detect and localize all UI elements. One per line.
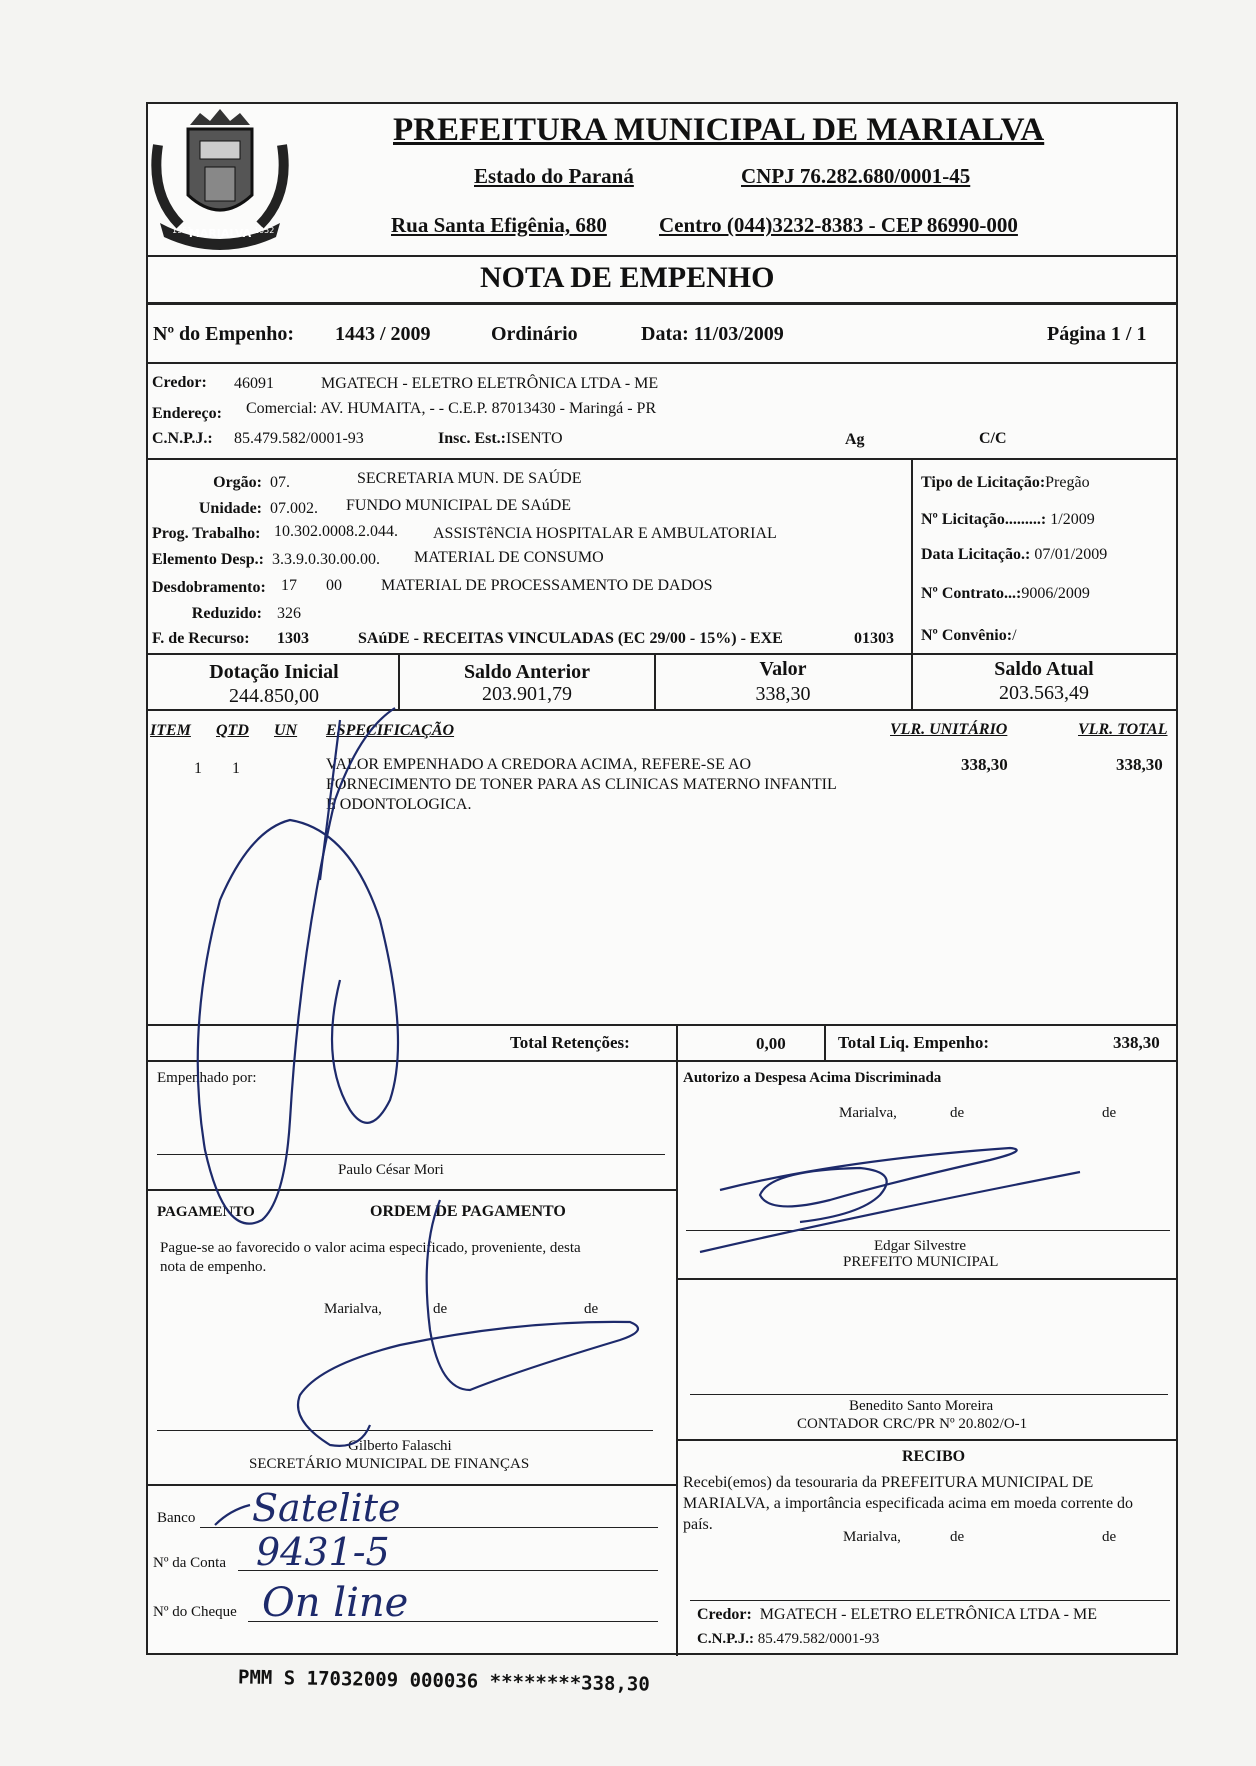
divider: [146, 255, 1178, 257]
autorizo-cargo: PREFEITO MUNICIPAL: [843, 1254, 999, 1270]
col-vlr-unitario: VLR. UNITÁRIO: [890, 721, 1008, 738]
divider: [676, 1024, 678, 1060]
divider: [146, 302, 1178, 305]
elem-cod: 3.3.9.0.30.00.00.: [272, 551, 380, 568]
item-vlr-unitario: 338,30: [961, 755, 1008, 774]
num-licitacao-label: Nº Licitação.........:: [921, 511, 1047, 528]
insc-value: ISENTO: [506, 430, 563, 447]
empenho-pagina: Página 1 / 1: [1047, 323, 1147, 345]
conta-handwritten: 9431-5: [256, 1530, 390, 1574]
empenhado-label: Empenhado por:: [157, 1070, 257, 1086]
saldo-anterior-value: 203.901,79: [482, 683, 572, 705]
valor-label: Valor: [759, 658, 807, 680]
empenho-numero-label: Nº do Empenho:: [153, 323, 295, 345]
crest-banner-text: MARIALVA: [188, 227, 252, 240]
recibo-cnpj: 85.479.582/0001-93: [757, 1631, 880, 1647]
col-un: UN: [274, 722, 298, 739]
payment-stamp: PMM S 17032009 000036 ********338,30: [237, 1666, 650, 1696]
orgao-nome: SECRETARIA MUN. DE SAÚDE: [357, 470, 582, 487]
item-desc-line1: VALOR EMPENHADO A CREDORA ACIMA, REFERE-SE AO: [326, 756, 752, 773]
liq-label: Total Liq. Empenho:: [838, 1033, 989, 1052]
divider: [146, 709, 1178, 711]
item-desc-line2: FORNECIMENTO DE TONER PARA AS CLINICAS MATERNO INFANTIL: [326, 776, 837, 793]
recurso-num: 01303: [854, 630, 894, 647]
convenio: /: [1012, 627, 1017, 644]
pagamento-nome: Gilberto Falaschi: [348, 1438, 452, 1454]
item-vlr-total: 338,30: [1116, 755, 1163, 774]
retencoes-value: 0,00: [756, 1034, 786, 1053]
convenio-label: Nº Convênio:: [921, 627, 1013, 644]
unidade-label: Unidade:: [198, 500, 262, 517]
dotacao-value: 244.850,00: [229, 685, 319, 707]
empenho-tipo: Ordinário: [491, 323, 578, 345]
liq-value: 338,30: [1113, 1033, 1160, 1052]
recurso-cod: 1303: [277, 630, 309, 647]
divider: [146, 653, 1178, 655]
divider: [676, 1278, 1178, 1280]
saldo-atual-value: 203.563,49: [999, 682, 1089, 704]
contrato-label: Nº Contrato...:: [921, 585, 1022, 602]
retencoes-label: Total Retenções:: [510, 1033, 630, 1052]
tipo-licitacao-label: Tipo de Licitação:: [921, 474, 1046, 491]
cheque-handwritten: On line: [262, 1580, 409, 1626]
credor-endereco: Comercial: AV. HUMAITA, - - C.E.P. 87013430 - Maringá - PR: [246, 400, 657, 417]
divider: [146, 1189, 677, 1191]
dotacao-label: Dotação Inicial: [209, 661, 339, 683]
header-estado: Estado do Paraná: [474, 164, 634, 188]
autorizo-local: Marialva,: [839, 1105, 897, 1121]
desd-cod2: 00: [326, 577, 342, 594]
divider: [146, 458, 1178, 460]
signature-line: [690, 1600, 1170, 1601]
col-vlr-total: VLR. TOTAL: [1078, 721, 1168, 738]
divider: [146, 362, 1178, 364]
recibo-de2: de: [1102, 1529, 1117, 1545]
cnpj-label: C.N.P.J.:: [152, 430, 213, 447]
credor-cnpj: 85.479.582/0001-93: [234, 430, 364, 447]
orgao-cod: 07.: [270, 474, 290, 491]
crest-year-right: 1952: [254, 226, 275, 235]
data-licitacao: 07/01/2009: [1034, 546, 1108, 563]
desd-label: Desdobramento:: [152, 579, 266, 596]
pagamento-de2: de: [584, 1301, 599, 1317]
desd-nome: MATERIAL DE PROCESSAMENTO DE DADOS: [381, 577, 713, 594]
empenho-numero: 1443 / 2009: [335, 323, 431, 345]
credor-nome: MGATECH - ELETRO ELETRÔNICA LTDA - ME: [321, 375, 659, 392]
col-item: ITEM: [150, 722, 191, 739]
signature-line: [686, 1230, 1170, 1231]
ordem-pagamento: ORDEM DE PAGAMENTO: [370, 1203, 566, 1220]
item-qtd: 1: [232, 760, 240, 777]
credor-label: Credor:: [152, 374, 207, 391]
insc-label: Insc. Est.:: [438, 430, 507, 447]
orgao-label: Orgão:: [213, 474, 262, 491]
divider: [676, 1060, 678, 1656]
contrato: 9006/2009: [1021, 585, 1090, 602]
recibo-texto1: Recebi(emos) da tesouraria da PREFEITURA MUNICIPAL DE: [683, 1474, 1094, 1491]
elem-label: Elemento Desp.:: [152, 551, 264, 568]
recibo-de1: de: [950, 1529, 965, 1545]
signature-line: [157, 1154, 665, 1155]
divider: [146, 1060, 1178, 1062]
autorizo-label: Autorizo a Despesa Acima Discriminada: [683, 1070, 942, 1086]
recibo-cnpj-label: C.N.P.J.:: [697, 1631, 754, 1647]
saldo-anterior-label: Saldo Anterior: [463, 661, 591, 683]
item-num: 1: [194, 760, 202, 777]
cc-label: C/C: [979, 430, 1007, 447]
prog-label: Prog. Trabalho:: [152, 525, 261, 542]
signature-line: [690, 1394, 1168, 1395]
header-title: PREFEITURA MUNICIPAL DE MARIALVA: [393, 112, 1045, 148]
contador-cargo: CONTADOR CRC/PR Nº 20.802/O-1: [797, 1416, 1028, 1432]
signature-line: [157, 1430, 653, 1431]
recibo-texto3: país.: [683, 1516, 713, 1533]
pagamento-de1: de: [433, 1301, 448, 1317]
desd-cod1: 17: [281, 577, 297, 594]
contador-nome: Benedito Santo Moreira: [849, 1398, 994, 1414]
recibo-local: Marialva,: [843, 1529, 901, 1545]
autorizo-de1: de: [950, 1105, 965, 1121]
unidade-cod: 07.002.: [270, 500, 318, 517]
endereco-label: Endereço:: [152, 405, 222, 422]
col-qtd: QTD: [216, 722, 249, 739]
doc-title: NOTA DE EMPENHO: [480, 261, 775, 294]
unidade-nome: FUNDO MUNICIPAL DE SAúDE: [346, 497, 572, 514]
pagamento-cargo: SECRETÁRIO MUNICIPAL DE FINANÇAS: [249, 1456, 530, 1472]
municipal-crest-icon: [150, 105, 290, 253]
recurso-label: F. de Recurso:: [152, 630, 250, 647]
header-endereco: Rua Santa Efigênia, 680: [391, 213, 607, 237]
prog-cod: 10.302.0008.2.044.: [274, 523, 398, 540]
reduzido-value: 326: [277, 605, 301, 622]
empenho-data: Data: 11/03/2009: [641, 323, 784, 345]
empenhado-nome: Paulo César Mori: [338, 1162, 444, 1178]
valor-value: 338,30: [755, 683, 811, 705]
recurso-nome: SAúDE - RECEITAS VINCULADAS (EC 29/00 - 15%) - EXE: [358, 630, 783, 647]
data-licitacao-label: Data Licitação.:: [921, 546, 1031, 563]
divider: [146, 1024, 1178, 1026]
recibo-titulo: RECIBO: [902, 1448, 966, 1465]
pagamento-local: Marialva,: [324, 1301, 382, 1317]
recibo-credor-label: Credor:: [697, 1606, 752, 1623]
elem-nome: MATERIAL DE CONSUMO: [414, 549, 604, 566]
header-centro: Centro (044)3232-8383 - CEP 86990-000: [659, 213, 1018, 237]
divider: [146, 1484, 677, 1486]
cheque-label: Nº do Cheque: [153, 1604, 237, 1620]
pagamento-label: PAGAMENTO: [157, 1204, 255, 1220]
num-licitacao: 1/2009: [1050, 511, 1095, 528]
credor-codigo: 46091: [234, 375, 274, 392]
pagamento-texto2: nota de empenho.: [160, 1259, 267, 1275]
reduzido-label: Reduzido:: [191, 605, 262, 622]
pagamento-texto1: Pague-se ao favorecido o valor acima especificado, proveniente, desta: [160, 1240, 581, 1256]
autorizo-nome: Edgar Silvestre: [874, 1238, 967, 1254]
tipo-licitacao: Pregão: [1045, 474, 1090, 491]
banco-handwritten: Satelite: [252, 1486, 401, 1530]
recibo-credor: MGATECH - ELETRO ELETRÔNICA LTDA - ME: [759, 1606, 1097, 1623]
header-cnpj: CNPJ 76.282.680/0001-45: [741, 164, 971, 188]
ag-label: Ag: [845, 431, 865, 448]
banco-label: Banco: [157, 1510, 196, 1526]
divider: [824, 1024, 826, 1060]
prog-nome: ASSISTêNCIA HOSPITALAR E AMBULATORIAL: [433, 525, 777, 542]
divider: [911, 458, 913, 654]
col-especificacao: ESPECIFICAÇÃO: [326, 722, 455, 739]
saldo-atual-label: Saldo Atual: [994, 658, 1094, 680]
item-desc-line3: E ODONTOLOGICA.: [326, 796, 472, 813]
autorizo-de2: de: [1102, 1105, 1117, 1121]
recibo-texto2: MARIALVA, a importância especificada acima em moeda corrente do: [683, 1495, 1134, 1512]
conta-label: Nº da Conta: [153, 1555, 226, 1571]
crest-year-left: 1951: [172, 226, 193, 235]
divider: [676, 1439, 1178, 1441]
